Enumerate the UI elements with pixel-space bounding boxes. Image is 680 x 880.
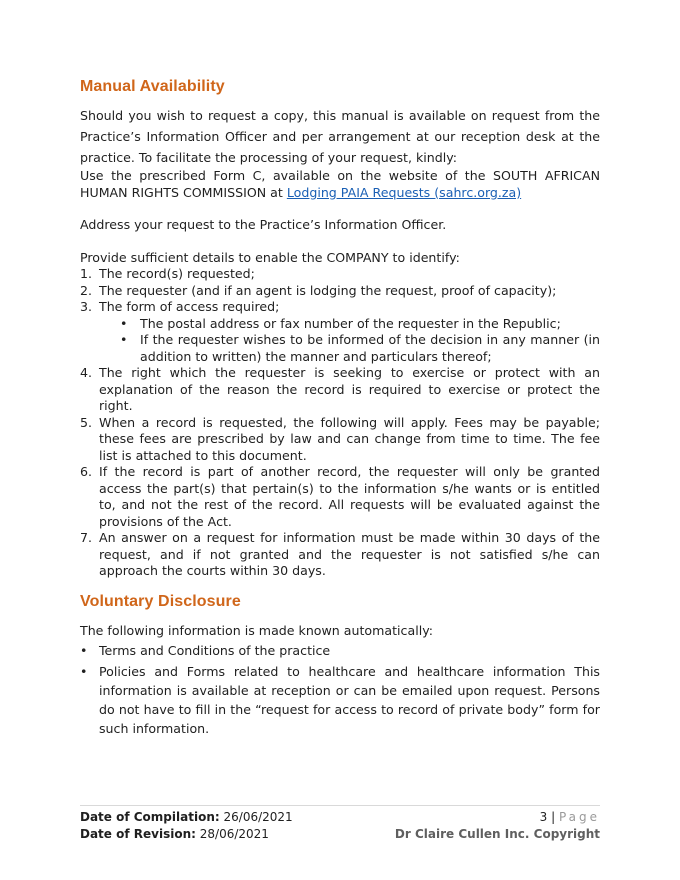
sahrc-paia-link[interactable]: Lodging PAIA Requests (sahrc.org.za) [286,184,522,200]
request-details-list [80,266,600,316]
sub-list-item-text: If the requester wishes to be informed of the decision in any manner (in addition to written) the manner and particulars thereof; [140,332,600,364]
page-content [80,78,600,740]
list-item-text: An answer on a request for information must be made within 30 days of the request, and if not granted and the requester is not satisfied s/he can approach the courts within 30 days. [99,530,600,578]
list-item [80,283,600,300]
compilation-label: Date of Compilation: [80,810,220,824]
voluntary-disclosure-list [80,641,600,738]
list-item-text: Policies and Forms related to healthcare and healthcare information This information is available at reception or can be emailed upon request. Persons do not have to fill in the “request for access to record of private body” form for such information. [99,663,600,736]
provide-details-paragraph: Provide sufficient details to enable the COMPANY to identify: [80,249,460,265]
voluntary-intro-paragraph: The following information is made known automatically: [80,622,433,638]
list-item [80,641,600,660]
list-item [80,415,600,465]
list-item [80,530,600,580]
list-item [80,464,600,530]
list-item-number: 4. [80,365,93,380]
use-form-text: Use the prescribed Form C, available on the website of the SOUTH AFRICAN HUMAN RIGHTS COMMISSION at [80,168,600,200]
footer-row-compilation [80,809,600,826]
list-item [80,266,600,283]
page-separator: | [551,810,556,824]
list-item [80,365,600,415]
heading-manual-availability: Manual Availability [80,78,225,95]
list-item-text: When a record is requested, the following will apply. Fees may be payable; these fees are prescribed by law and can change from time to time. The fee list is attached to this document. [99,414,600,463]
list-item-text: The form of access required; [99,299,280,314]
sub-list-item-text: The postal address or fax number of the requester in the Republic; [140,315,561,331]
page-number: 3 [539,810,548,824]
compilation-date: 26/06/2021 [223,810,293,824]
address-request-paragraph: Address your request to the Practice’s Information Officer. [80,217,447,232]
list-item-number: 5. [80,414,93,430]
compilation-date-block [80,809,293,826]
list-item [80,662,600,738]
bullet-icon: • [120,315,128,331]
use-form-paragraph [80,168,600,201]
bullet-icon: • [80,642,88,658]
page-number-block [540,809,600,826]
sub-list-item [80,316,600,333]
list-item-text: Terms and Conditions of the practice [99,642,331,658]
page-word: Page [558,810,600,824]
sub-list-item [80,332,600,365]
list-item-text: If the record is part of another record, the requester will only be granted access the part(s) that pertain(s) to the information s/he wants or is entitled to, and not the rest of the record. All requests will be evaluated against the provisions of the Act. [99,464,600,529]
list-item-number: 7. [80,530,93,545]
list-item-number: 2. [80,282,93,298]
list-item-number: 6. [80,464,93,479]
list-item [80,299,600,316]
page-footer [80,805,600,843]
list-item-text: The record(s) requested; [99,266,255,281]
list-item-number: 1. [80,266,93,281]
revision-label: Date of Revision: [80,827,196,841]
bullet-icon: • [120,332,128,347]
heading-voluntary-disclosure: Voluntary Disclosure [80,592,241,610]
revision-date: 28/06/2021 [199,827,269,841]
request-details-list-continued [80,365,600,580]
access-form-sublist [80,316,600,366]
list-item-text: The requester (and if an agent is lodging the request, proof of capacity); [99,282,557,298]
bullet-icon: • [80,663,88,679]
revision-date-block [80,826,269,843]
copyright-text: Dr Claire Cullen Inc. Copyright [394,827,600,841]
list-item-number: 3. [80,299,93,314]
list-item-text: The right which the requester is seeking to exercise or protect with an explanation of the reason the record is required to exercise or protect the right. [99,365,600,413]
footer-row-revision [80,826,600,843]
manual-intro-paragraph: Should you wish to request a copy, this manual is available on request from the Practice’s Information Officer and per arrangement at our reception desk at the practice. To facilitate the processing of your request, kindly: [80,108,600,165]
